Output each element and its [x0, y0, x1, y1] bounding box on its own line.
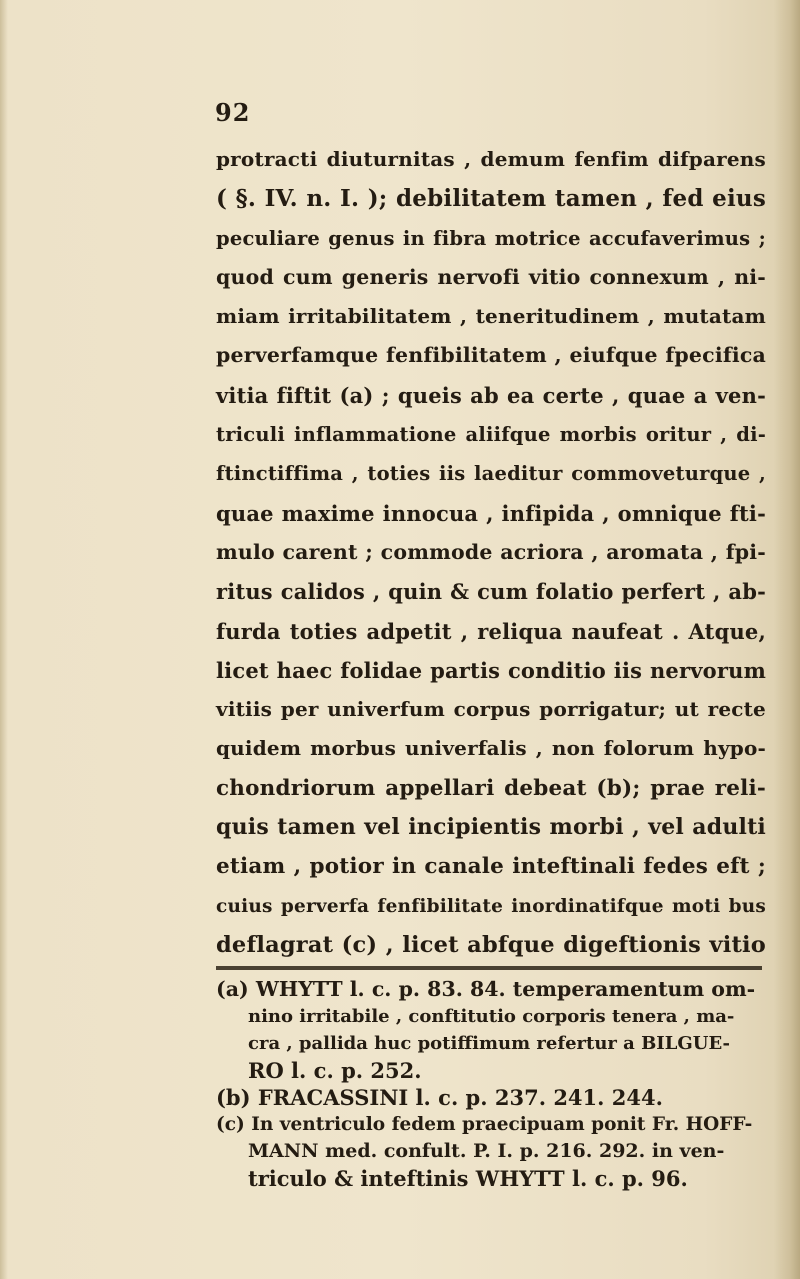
body-line: deflagrat (c) , licet abfque digeftionis vitio	[216, 931, 766, 958]
body-line: quis tamen vel incipientis morbi , vel adulti	[216, 814, 766, 841]
body-line: furda toties adpetit , reliqua naufeat . Atque,	[216, 618, 766, 644]
footnotes	[216, 976, 766, 1192]
footnote-separator	[216, 966, 762, 970]
footnote-continuation: MANN med. confult. P. I. p. 216. 292. in ven-	[248, 1140, 725, 1162]
body-line: peculiare genus in fibra motrice accufaverimus ;	[216, 226, 766, 250]
body-line: ritus calidos , quin & cum folatio perfert , ab-	[216, 579, 766, 605]
footnote: (c) In ventriculo fedem praecipuam ponit Fr. HOFF-	[216, 1114, 753, 1135]
body-line: quidem morbus univerfalis , non folorum hypo-	[216, 736, 766, 761]
body-line: cuius perverfa fenfibilitate inordinatifque moti bus	[216, 895, 766, 917]
body-text	[216, 140, 766, 965]
body-line: chondriorum appellari debeat (b); prae reli-	[216, 775, 766, 801]
body-line: miam irritabilitatem , teneritudinem , mutatam	[216, 304, 766, 329]
page-edge-shadow	[774, 0, 800, 1279]
page-number: 92	[215, 98, 251, 127]
body-line: quae maxime innocua , infipida , omnique fti-	[216, 500, 766, 526]
footnote: (a) WHYTT l. c. p. 83. 84. temperamentum om-	[216, 977, 756, 1001]
body-line: triculi inflammatione aliifque morbis oritur , di-	[216, 423, 766, 447]
body-line: mulo carent ; commode acriora , aromata , fpi-	[216, 539, 766, 564]
body-line: licet haec folidae partis conditio iis nervorum	[216, 657, 766, 683]
footnote-continuation: cra , pallida huc potiffimum refertur a BILGUE-	[248, 1033, 730, 1054]
body-line: quod cum generis nervofi vitio connexum , ni-	[216, 264, 766, 289]
body-line: vitiis per univerfum corpus porrigatur; ut recte	[216, 697, 766, 722]
body-line: ftinctiffima , toties iis laeditur commoveturque ,	[216, 462, 766, 486]
page-gutter-shadow	[0, 0, 8, 1279]
body-line: ( §. IV. n. I. ); debilitatem tamen , fed eius	[216, 185, 766, 213]
body-line: vitia fiftit (a) ; queis ab ea certe , quae a ven-	[216, 382, 766, 408]
body-line: perverfamque fenfibilitatem , eiufque fpecifica	[216, 343, 766, 368]
footnote: (b) FRACASSINI l. c. p. 237. 241. 244.	[216, 1085, 663, 1110]
body-line: protracti diuturnitas , demum fenfim difparens	[216, 147, 766, 171]
body-line: etiam , potior in canale inteftinali fedes eft ;	[216, 854, 766, 880]
footnote-continuation: RO l. c. p. 252.	[248, 1058, 422, 1083]
footnote-continuation: nino irritabile , conftitutio corporis tenera , ma-	[248, 1006, 735, 1027]
footnote-continuation: triculo & inteftinis WHYTT l. c. p. 96.	[248, 1166, 688, 1191]
